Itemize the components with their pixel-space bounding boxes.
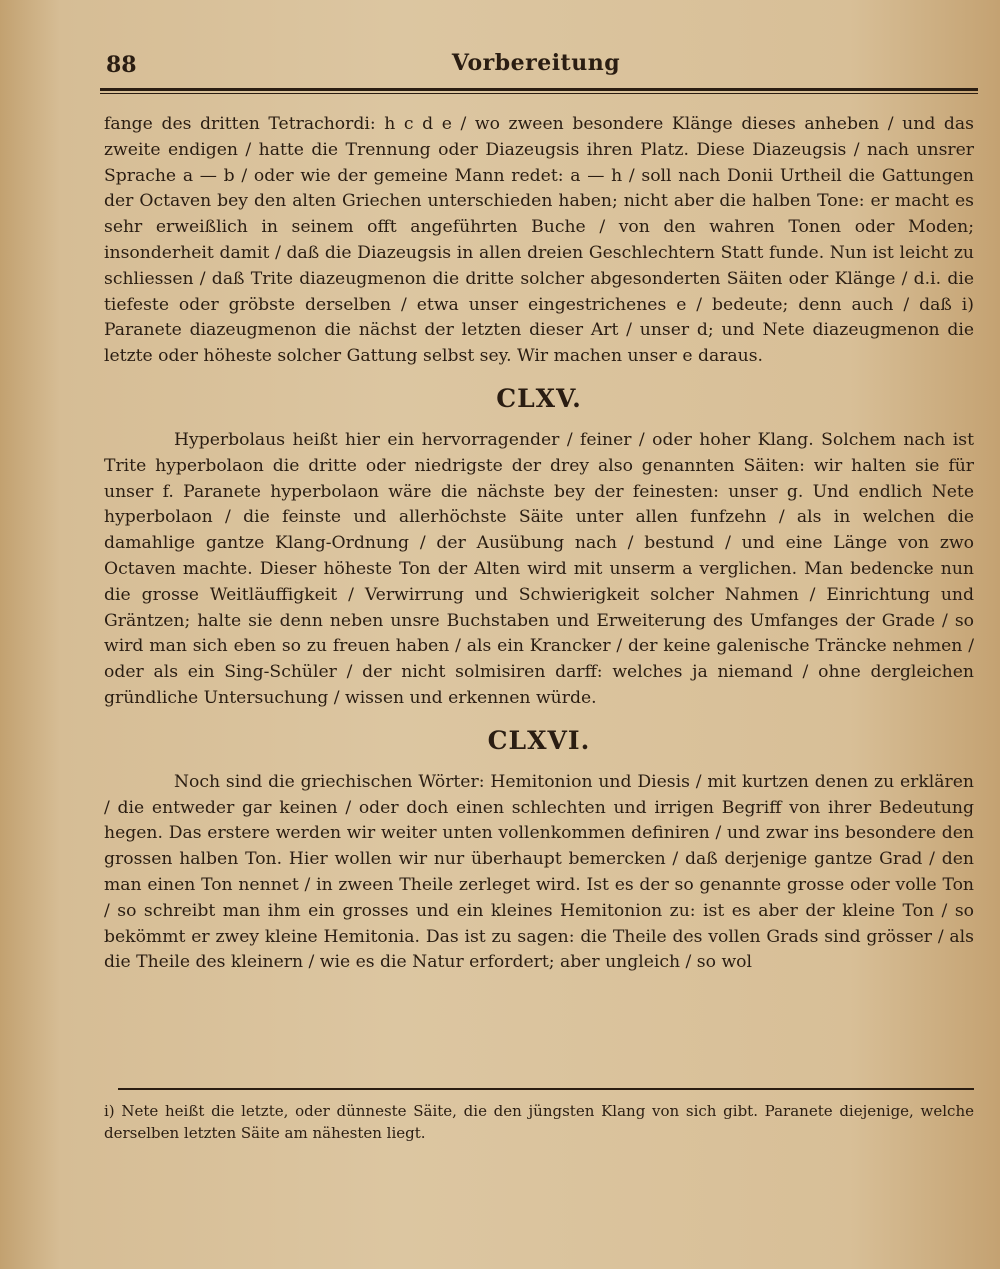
footnote-rule	[118, 1088, 974, 1090]
page-number: 88	[106, 52, 137, 78]
header-rule-thin	[100, 93, 978, 94]
footnote-text: i) Nete heißt die letzte, oder dünneste Säite, die den jüngsten Klang von sich gibt. Paranete diejenige, welche derselben letzten Säite am nähesten liegt.	[104, 1102, 974, 1142]
paragraph: Noch sind die griechischen Wörter: Hemitonion und Diesis / mit kurtzen denen zu erklären / die entweder gar keinen / oder doch einen schlechten und irrigen Begriff von ihrer Bedeutung hegen. Das erstere werden wir weiter unten vollenkommen definiren / und zwar ins besondere den grossen halben Ton. Hier wollen wir nur überhaupt bemercken / daß derjenige gantze Grad / den man einen Ton nennet / in zween Theile zerleget wird. Ist es der so genannte grosse oder volle Ton / so schreibt man ihm ein grosses und ein kleines Hemitonion zu: ist es aber der kleine Ton / so bekömmt er zwey kleine Hemitonia. Das ist zu sagen: die Theile des vollen Grads sind grösser / als die Theile des kleinern / wie es die Natur erfordert; aber ungleich / so wol	[104, 771, 974, 973]
running-head: Vorbereitung	[451, 50, 621, 76]
section-heading: CLXVI.	[487, 725, 591, 755]
paragraph: Hyperbolaus heißt hier ein hervorragender / feiner / oder hoher Klang. Solchem nach ist Trite hyperbolaon die dritte oder niedrigste der drey also genannten Säiten: wir halten sie für unser f. Paranete hyperbolaon wäre die nächste bey der feinesten: unser g. Und endlich Nete hyperbolaon / die feinste und allerhöchste Säite unter allen funfzehn / als in welchen die damahlige gantze Klang-Ordnung / der Ausübung nach / bestund / und eine Länge von zwo Octaven machte. Dieser höheste Ton der Alten wird mit unserm a verglichen. Man bedencke nun die grosse Weitläuffigkeit / Verwirrung und Schwierigkeit solcher Nahmen / Einrichtung und Gräntzen; halte sie denn neben unsre Buchstaben und Erweiterung des Umfanges der Grade / so wird man sich eben so zu freuen haben / als ein Krancker / der keine galenische Träncke nehmen / oder als ein Sing-Schüler / der nicht solmisiren darff: welches ja niemand / ohne dergleichen gründliche Untersuchung / wissen und erkennen würde.	[104, 429, 974, 708]
header-rule	[100, 88, 978, 91]
paragraph: fange des dritten Tetrachordi: h c d e / wo zween besondere Klänge dieses anheben / und das zweite endigen / hatte die Trennung oder Diazeugsis ihren Platz. Diese Diazeugsis / nach unsrer Sprache a — b / oder wie der gemeine Mann redet: a — h / soll nach Donii Urtheil die Gattungen der Octaven bey den alten Griechen unterschieden haben; nicht aber die halben Tone: er macht es sehr erweißlich in seinem offt angeführten Buche / von den wahren Tonen oder Moden; insonderheit damit / daß die Diazeugsis in allen dreien Geschlechtern Statt funde. Nun ist leicht zu schliessen / daß Trite diazeugmenon die dritte solcher abgesonderten Säiten oder Klänge / d.i. die tiefeste oder gröbste derselben / etwa unser eingestrichenes e / bedeute; denn auch / daß i) Paranete diazeugmenon die nächst der letzten dieser Art / unser d; und Nete diazeugmenon die letzte oder höheste solcher Gattung selbst sey. Wir machen unser e daraus.	[104, 114, 974, 367]
main-text	[104, 112, 974, 976]
section-heading: CLXV.	[496, 383, 582, 413]
footnote	[104, 1100, 974, 1144]
page-header	[100, 46, 972, 86]
